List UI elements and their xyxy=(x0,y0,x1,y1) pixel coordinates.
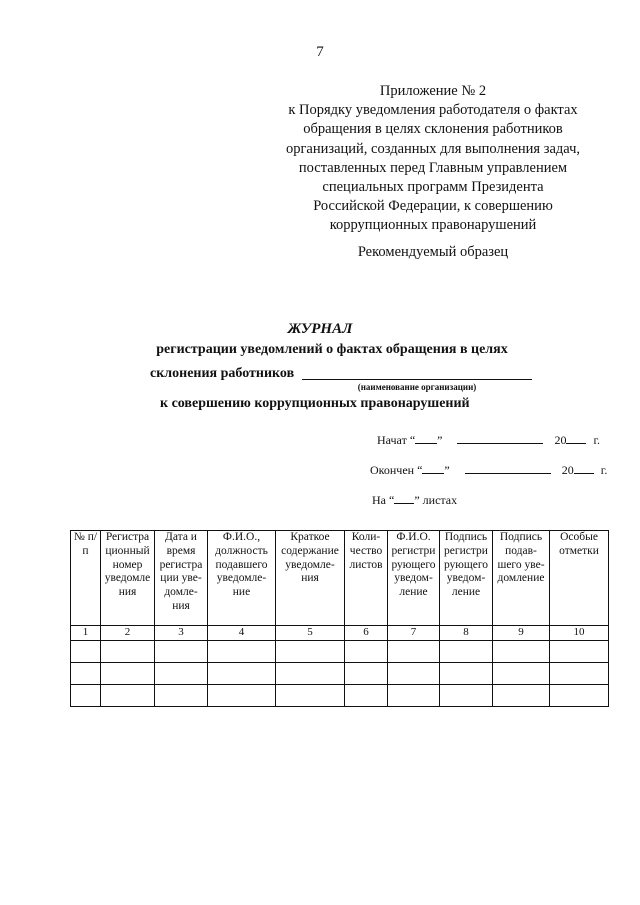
table-cell xyxy=(550,641,609,663)
table-cell xyxy=(388,663,440,685)
column-header: Ф.И.О. регистри рующего уведом- ление xyxy=(388,531,440,626)
column-number: 7 xyxy=(388,626,440,641)
journal-table xyxy=(70,530,609,707)
table-cell xyxy=(388,685,440,707)
column-header: Краткое содержание уведомле- ния xyxy=(276,531,345,626)
table-cell xyxy=(493,685,550,707)
journal-subtitle-line-1: регистрации уведомлений о фактах обращения в целях xyxy=(156,342,508,357)
column-number: 3 xyxy=(155,626,208,641)
table-cell xyxy=(388,641,440,663)
table-cell xyxy=(276,685,345,707)
table-cell xyxy=(101,663,155,685)
column-number: 8 xyxy=(440,626,493,641)
organization-name-line xyxy=(302,379,532,380)
table-cell xyxy=(440,685,493,707)
table-row xyxy=(71,685,609,707)
finished-row: Окончен “ ” 20 г. xyxy=(370,463,608,477)
table-row xyxy=(71,663,609,685)
appendix-line: Приложение № 2 xyxy=(379,83,487,99)
finished-day-blank xyxy=(422,462,444,474)
table-cell xyxy=(71,663,101,685)
journal-title: ЖУРНАЛ xyxy=(287,321,353,337)
sheets-prefix: На xyxy=(372,493,386,507)
appendix-line: коррупционных правонарушений xyxy=(329,217,537,234)
started-month-blank xyxy=(457,432,543,444)
appendix-line: к Порядку уведомления работодателя о фактах xyxy=(288,102,578,119)
table-cell xyxy=(71,641,101,663)
finished-label: Окончен xyxy=(370,463,415,477)
journal-subtitle-line-2: склонения работников xyxy=(150,366,295,381)
table-cell xyxy=(208,663,276,685)
column-number: 9 xyxy=(493,626,550,641)
column-header: Ф.И.О., должность подавшего уведомле- ние xyxy=(208,531,276,626)
table-cell xyxy=(440,641,493,663)
journal-subtitle-line-3: к совершению коррупционных правонарушений xyxy=(160,396,470,411)
finished-month-blank xyxy=(465,462,551,474)
sheets-count-blank xyxy=(394,492,414,504)
appendix-line: Российской Федерации, к совершению xyxy=(313,198,553,215)
finished-year-suffix: г. xyxy=(600,463,608,477)
finished-year-prefix: 20 xyxy=(561,463,574,477)
table-cell xyxy=(276,641,345,663)
table-cell xyxy=(493,663,550,685)
table-cell xyxy=(550,685,609,707)
column-number-row xyxy=(71,626,609,641)
table-header-row xyxy=(71,531,609,626)
appendix-line: организаций, созданных для выполнения задач, xyxy=(285,140,581,157)
appendix-line: специальных программ Президента xyxy=(322,179,544,196)
table-cell xyxy=(208,641,276,663)
column-number: 5 xyxy=(276,626,345,641)
sample-label: Рекомендуемый образец xyxy=(357,244,509,260)
table-cell xyxy=(440,663,493,685)
table-cell xyxy=(345,641,388,663)
column-header: № п/п xyxy=(71,531,101,626)
sheets-row: На “ ” листах xyxy=(372,493,458,507)
started-day-blank xyxy=(415,432,437,444)
appendix-line: поставленных перед Главным управлением xyxy=(298,159,568,176)
started-year-blank xyxy=(566,432,586,444)
table-cell xyxy=(155,685,208,707)
table-cell xyxy=(101,641,155,663)
appendix-block xyxy=(268,82,598,236)
column-number: 2 xyxy=(101,626,155,641)
column-number: 1 xyxy=(71,626,101,641)
appendix-line: обращения в целях склонения работников xyxy=(303,121,563,138)
table-cell xyxy=(101,685,155,707)
started-label: Начат xyxy=(377,433,407,447)
organization-hint: (наименование организации) xyxy=(357,382,477,392)
page-number: 7 xyxy=(316,44,324,60)
table-cell xyxy=(155,663,208,685)
table-row xyxy=(71,641,609,663)
table-cell xyxy=(71,685,101,707)
column-number: 6 xyxy=(345,626,388,641)
started-year-prefix: 20 xyxy=(554,433,567,447)
column-header: Подпись подав- шего уве- домление xyxy=(493,531,550,626)
column-header: Дата и время регистра ции уве- домле- ния xyxy=(155,531,208,626)
table-cell xyxy=(493,641,550,663)
started-year-suffix: г. xyxy=(593,433,601,447)
column-number: 10 xyxy=(550,626,609,641)
column-number: 4 xyxy=(208,626,276,641)
table-cell xyxy=(345,663,388,685)
table-cell xyxy=(276,663,345,685)
table-cell xyxy=(208,685,276,707)
column-header: Регистра ционный номер уведомле ния xyxy=(101,531,155,626)
column-header: Коли- чество листов xyxy=(345,531,388,626)
started-row: Начат “ ” 20 г. xyxy=(377,433,601,447)
table-cell xyxy=(345,685,388,707)
column-header: Особые отметки xyxy=(550,531,609,626)
sheets-suffix: листах xyxy=(422,493,458,507)
column-header: Подпись регистри рующего уведом- ление xyxy=(440,531,493,626)
finished-year-blank xyxy=(574,462,594,474)
table-cell xyxy=(155,641,208,663)
table-cell xyxy=(550,663,609,685)
